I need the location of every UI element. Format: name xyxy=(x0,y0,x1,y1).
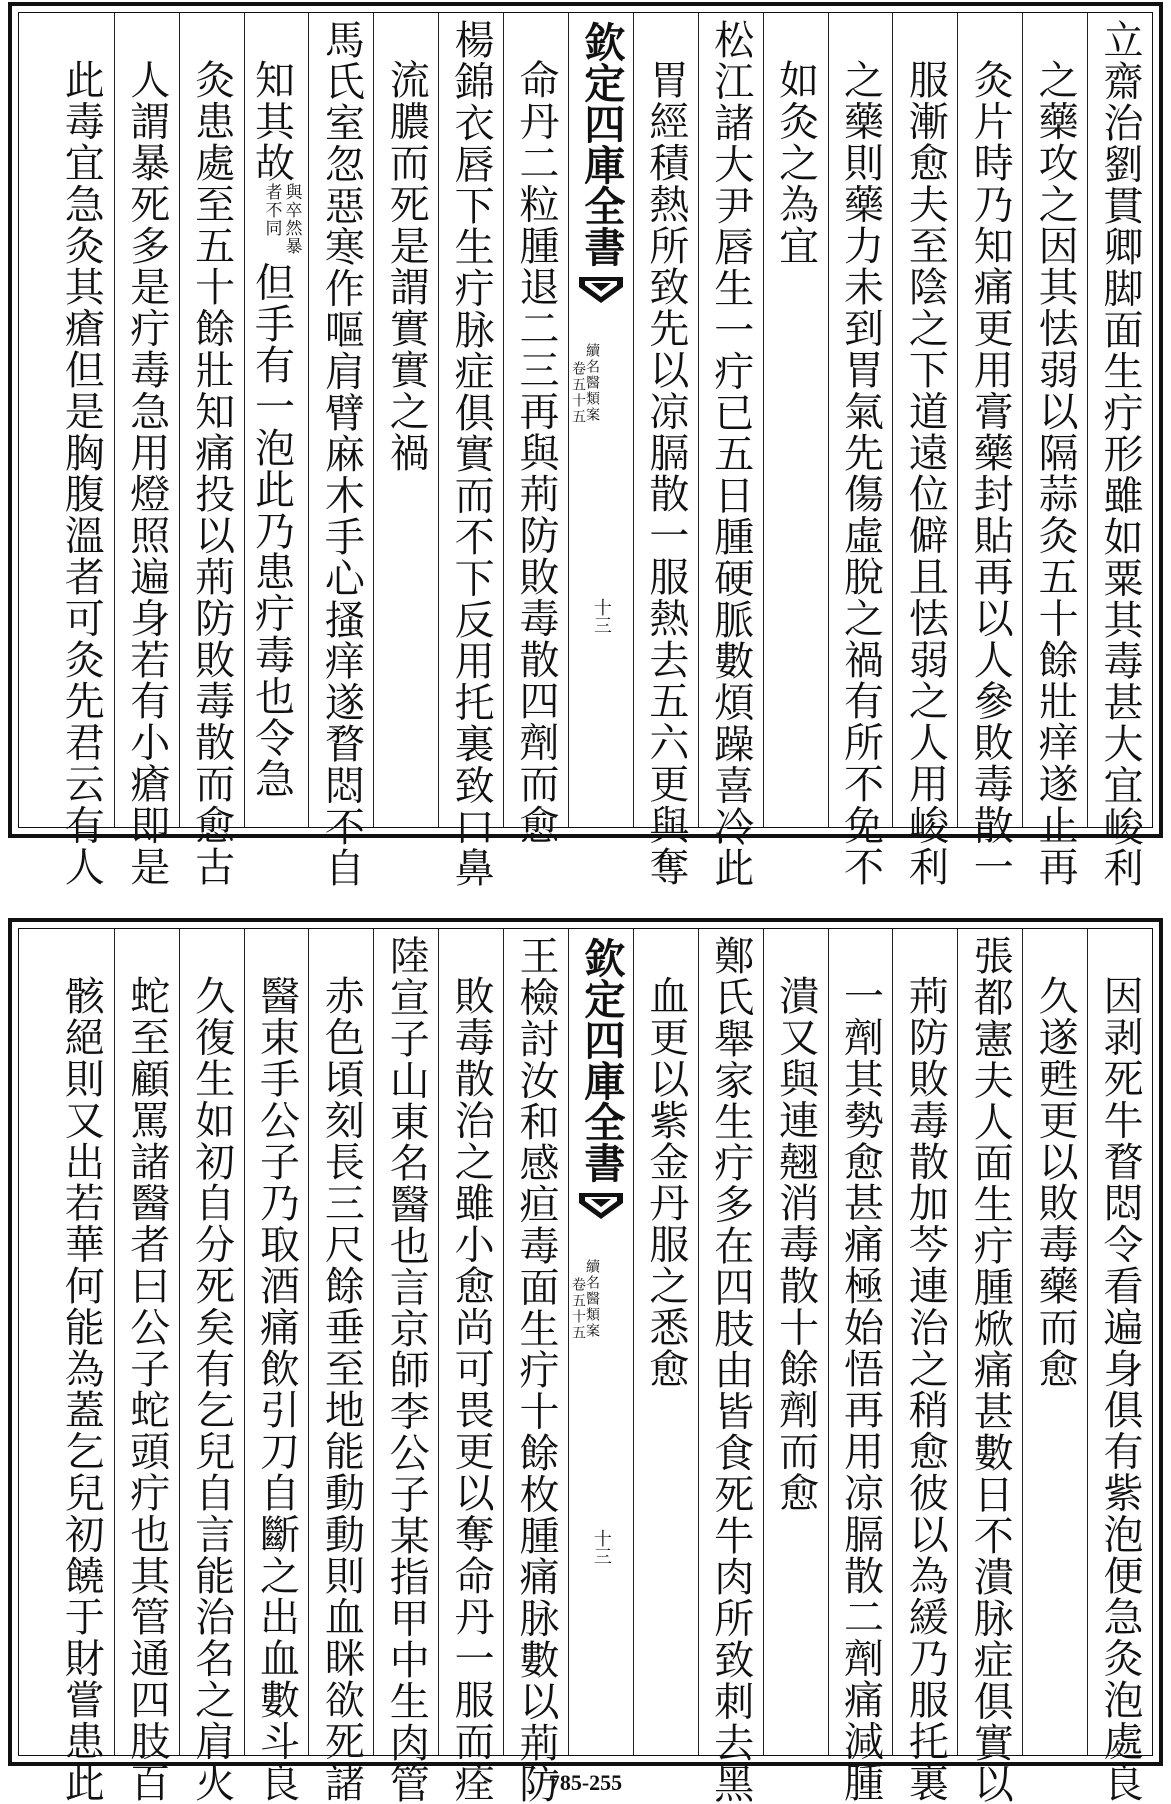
column-text: 陸宣子山東名醫也言京師李公子某指甲中生肉管 xyxy=(383,935,430,1804)
book-title: 續名醫類案 xyxy=(583,343,600,423)
text-column xyxy=(1087,13,1152,889)
text-column xyxy=(828,929,893,1803)
text-column xyxy=(114,929,179,1803)
text-column xyxy=(957,13,1022,887)
text-column xyxy=(1087,929,1152,1803)
fishtail-mark-icon xyxy=(577,1191,625,1221)
top-page-frame xyxy=(18,12,1153,889)
column-text xyxy=(248,59,302,800)
column-text: 胃經積熱所致先以凉膈散一服熱去五六更與奪 xyxy=(642,59,689,887)
fishtail-mark-icon xyxy=(577,275,625,305)
text-column xyxy=(892,929,957,1803)
text-column xyxy=(763,929,828,1755)
column-text: 灸患處至五十餘壯知痛投以荊防敗毒散而愈古 xyxy=(188,59,235,887)
column-text: 骸絕則又出若華何能為蓋乞兒初饒于財嘗患此 xyxy=(58,975,105,1803)
text-column xyxy=(957,929,1022,1804)
column-text: 命丹二粒腫退二三再與荊防敗毒散四劑而愈 xyxy=(513,59,560,846)
volume-label: 卷五十五 xyxy=(569,361,586,425)
column-text: 久遂甦更以敗毒藥而愈 xyxy=(1032,975,1079,1389)
text-column xyxy=(49,929,114,1803)
column-text: 楊錦衣唇下生疔脉症俱實而不下反用托裏致口鼻 xyxy=(448,19,495,889)
text-column xyxy=(373,929,438,1804)
text-column xyxy=(373,13,438,827)
text-column xyxy=(244,13,309,827)
text-column xyxy=(114,13,179,887)
text-column xyxy=(438,929,503,1803)
top-page-columns xyxy=(19,13,1152,889)
book-series-title: 欽定四庫全書 xyxy=(577,21,626,267)
column-text: 醫束手公子乃取酒痛飲引刀自斷之出血數斗良 xyxy=(253,975,300,1803)
top-page xyxy=(8,2,1163,889)
center-fold-column xyxy=(568,13,633,827)
book-title: 續名醫類案 xyxy=(583,1259,600,1339)
column-text: 因剥死牛瞀悶令看遍身俱有紫泡便急灸泡處良 xyxy=(1097,975,1144,1803)
column-text-rest: 但手有一泡此乃患疔毒也令急 xyxy=(248,261,295,800)
interlinear-note: 與卒然暴者不同 xyxy=(261,183,302,256)
text-column xyxy=(633,13,698,887)
center-fold-column xyxy=(568,929,633,1755)
column-text: 之藥則藥力未到胃氣先傷虛脫之禍有所不免不 xyxy=(837,59,884,887)
column-text: 荊防敗毒散加芩連治之稍愈彼以為緩乃服托裏 xyxy=(902,975,949,1803)
column-text: 此毒宜急灸其瘡但是胸腹溫者可灸先君云有人 xyxy=(58,59,105,887)
book-series-title: 欽定四庫全書 xyxy=(577,937,626,1183)
text-column xyxy=(698,13,763,889)
text-column xyxy=(49,13,114,887)
column-text: 服漸愈夫至陰之下道遠位僻且怯弱之人用峻利 xyxy=(902,59,949,887)
column-text: 如灸之為宜 xyxy=(772,59,819,266)
column-text: 之藥攻之因其怯弱以隔蒜灸五十餘壯痒遂止再 xyxy=(1032,59,1079,887)
text-column xyxy=(1022,13,1087,887)
text-column xyxy=(308,13,373,889)
column-text: 潰又與連翹消毒散十餘劑而愈 xyxy=(772,975,819,1514)
column-text: 一劑其勢愈甚痛極始悟再用凉膈散二劑痛減腫 xyxy=(837,975,884,1803)
text-column xyxy=(763,13,828,827)
column-text: 人謂暴死多是疔毒急用燈照遍身若有小瘡即是 xyxy=(123,59,170,887)
text-column xyxy=(633,929,698,1755)
column-text: 蛇至顧罵諸醫者曰公子蛇頭疔也其管通四肢百 xyxy=(123,975,170,1803)
text-column xyxy=(698,929,763,1804)
column-text: 鄭氏舉家生疔多在四肢由皆食死牛肉所致刺去黑 xyxy=(707,935,754,1804)
column-text: 血更以紫金丹服之悉愈 xyxy=(642,975,689,1389)
column-text: 灸片時乃知痛更用膏藥封貼再以人參敗毒散一 xyxy=(967,59,1014,887)
column-text: 久復生如初自分死矣有乞兒自言能治名之肩火 xyxy=(188,975,235,1803)
text-column xyxy=(503,929,568,1804)
column-text-main: 知其故 xyxy=(248,59,295,184)
leaf-number: 十三 xyxy=(590,598,612,634)
text-column xyxy=(308,929,373,1803)
text-column xyxy=(503,13,568,846)
text-column xyxy=(438,13,503,889)
column-text: 敗毒散治之雖小愈尚可畏更以奪命丹一服而痊 xyxy=(448,975,495,1803)
leaf-number: 十三 xyxy=(590,1529,612,1565)
volume-label: 卷五十五 xyxy=(569,1277,586,1341)
column-text: 王檢討汝和感疸毒面生疔十餘枚腫痛脉數以荊防 xyxy=(513,935,560,1804)
column-text: 張都憲夫人面生疔腫焮痛甚數日不潰脉症俱實以 xyxy=(967,935,1014,1804)
column-text: 流膿而死是謂實實之禍 xyxy=(383,59,430,473)
text-column xyxy=(179,13,244,887)
text-column xyxy=(828,13,893,887)
column-text: 立齋治劉貫卿脚面生疔形雖如粟其毒甚大宜峻利 xyxy=(1097,19,1144,889)
column-text: 馬氏室忽惡寒作嘔肩臂麻木手心搔痒遂瞀悶不自 xyxy=(318,19,365,889)
text-column xyxy=(1022,929,1087,1755)
text-column xyxy=(179,929,244,1803)
column-text: 赤色頃刻長三尺餘垂至地能動動則血眯欲死諸 xyxy=(318,975,365,1803)
text-column xyxy=(892,13,957,887)
column-text: 松江諸大尹唇生一疔已五日腫硬脈數煩躁喜冷此 xyxy=(707,19,754,889)
text-column xyxy=(244,929,309,1803)
page-footer-number: 785-255 xyxy=(548,1770,623,1795)
